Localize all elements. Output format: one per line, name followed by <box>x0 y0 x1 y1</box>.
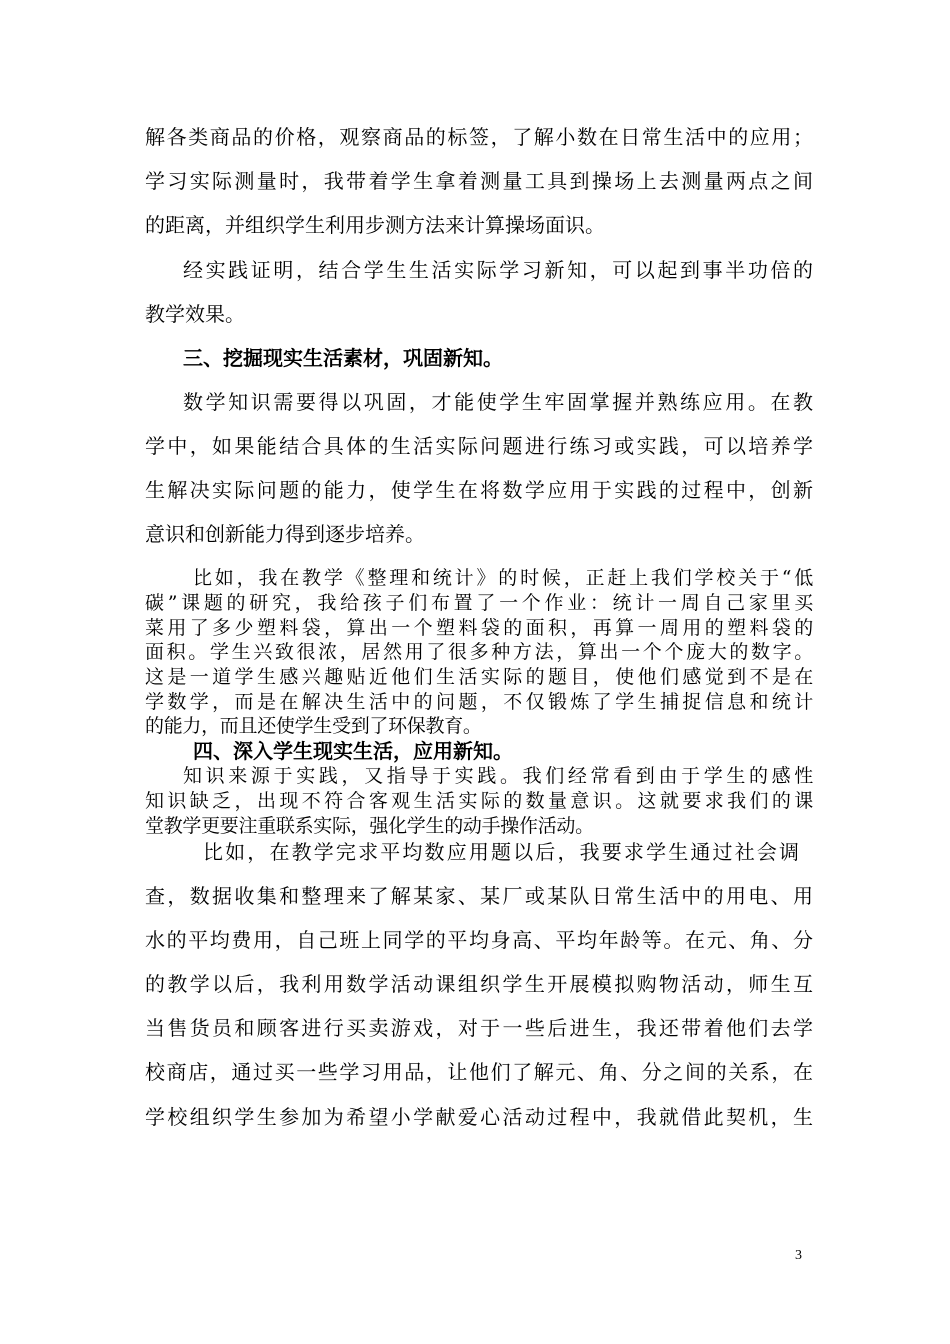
paragraph-line: 比如，在教学完求平均数应用题以后，我要求学生通过社会调 <box>203 840 799 864</box>
paragraph-line: 这是一道学生感兴趣贴近他们生活实际的题目，使他们感觉到不是在 <box>145 666 813 688</box>
paragraph-line: 学数学，而是在解决生活中的问题，不仅锻炼了学生捕捉信息和统计 <box>145 691 813 713</box>
paragraph-line: 知识来源于实践，又指导于实践。我们经常看到由于学生的感性 <box>183 765 813 787</box>
paragraph-line: 经实践证明，结合学生生活实际学习新知，可以起到事半功倍的 <box>183 258 813 282</box>
paragraph-line: 菜用了多少塑料袋，算出一个塑料袋的面积，再算一周用的塑料袋的 <box>145 617 813 639</box>
paragraph-line: 查，数据收集和整理来了解某家、某厂或某队日常生活中的用电、用 <box>145 884 813 908</box>
paragraph-line: 学中，如果能结合具体的生活实际问题进行练习或实践，可以培养学 <box>145 434 813 458</box>
paragraph-line: 教学效果。 <box>145 302 245 326</box>
paragraph-line: 比如，我在教学《整理和统计》的时候，正赶上我们学校关于“低 <box>193 567 813 589</box>
paragraph-line: 学校组织学生参加为希望小学献爱心活动过程中，我就借此契机，生 <box>145 1105 813 1129</box>
paragraph-line: 校商店，通过买一些学习用品，让他们了解元、角、分之间的关系，在 <box>145 1060 813 1084</box>
paragraph-line: 水的平均费用，自己班上同学的平均身高、平均年龄等。在元、角、分 <box>145 928 813 952</box>
section-heading: 三、挖掘现实生活素材，巩固新知。 <box>183 346 503 370</box>
paragraph-line: 数学知识需要得以巩固，才能使学生牢固掌握并熟练应用。在教 <box>183 390 813 414</box>
section-heading: 四、深入学生现实生活，应用新知。 <box>193 739 513 763</box>
paragraph-line: 学习实际测量时，我带着学生拿着测量工具到操场上去测量两点之间 <box>145 169 813 193</box>
paragraph-line: 的距离，并组织学生利用步测方法来计算操场面识。 <box>145 213 605 237</box>
paragraph-line: 的能力，而且还使学生受到了环保教育。 <box>145 715 482 737</box>
paragraph-line: 堂教学更要注重联系实际，强化学生的动手操作活动。 <box>145 815 594 837</box>
paragraph-line: 意识和创新能力得到逐步培养。 <box>145 522 425 546</box>
paragraph-line: 面积。学生兴致很浓，居然用了很多种方法，算出一个个庞大的数字。 <box>145 641 813 663</box>
page-number: 3 <box>795 1248 802 1263</box>
paragraph-line: 的教学以后，我利用数学活动课组织学生开展模拟购物活动，师生互 <box>145 972 813 996</box>
paragraph-line: 生解决实际问题的能力，使学生在将数学应用于实践的过程中，创新 <box>145 478 813 502</box>
paragraph-line: 解各类商品的价格，观察商品的标签，了解小数在日常生活中的应用； <box>145 125 813 149</box>
paragraph-line: 知识缺乏，出现不符合客观生活实际的数量意识。这就要求我们的课 <box>145 790 813 812</box>
paragraph-line: 当售货员和顾客进行买卖游戏，对于一些后进生，我还带着他们去学 <box>145 1016 813 1040</box>
paragraph-line: 碳”课题的研究，我给孩子们布置了一个作业：统计一周自己家里买 <box>145 592 813 614</box>
